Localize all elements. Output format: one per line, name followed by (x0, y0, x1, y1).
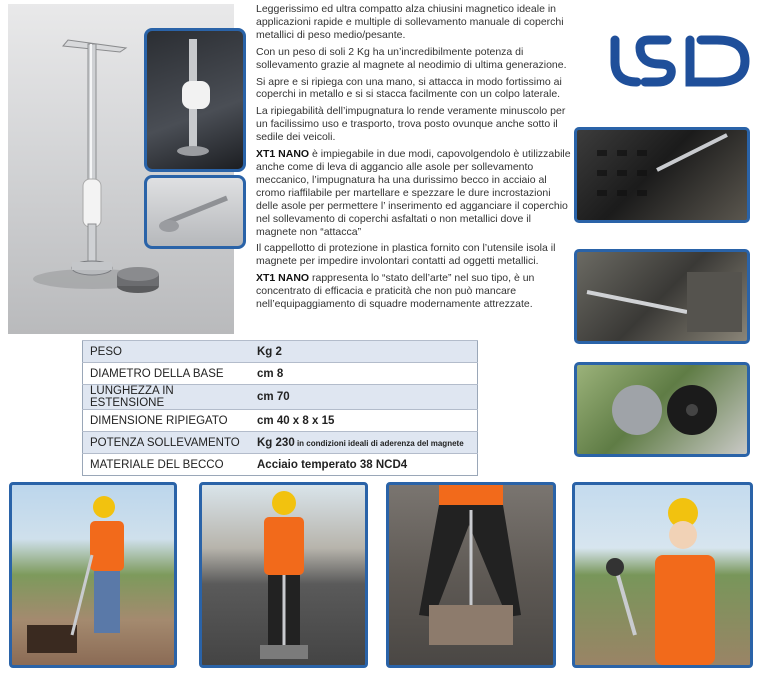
spec-value: cm 8 (250, 363, 478, 385)
magnet-and-cap-photo (574, 362, 750, 457)
worker-lifting-cover-photo (9, 482, 177, 668)
spec-row (83, 454, 478, 476)
spec-key: DIAMETRO DELLA BASE (83, 363, 251, 385)
product-description (256, 3, 574, 315)
product-name: XT1 NANO (256, 148, 310, 161)
tool-on-grate-photo (574, 127, 750, 223)
description-modes: XT1 NANO è impiegabile in due modi, capovolgendolo è utilizzabile anche come di leva di aggancio alle asole per sollevamento meccanico, l’impugnatura ha una durissimo becco in acciaio al cromo riaffilabile per martellare e spezzare le dure incrostazioni delle asole per permettere l’ inserimento ed agganciare il coperchio nel sollevamento di coperchi asfaltati o non metallici dove il magnete non “attacca” (256, 148, 571, 238)
beak-lever-photo (574, 249, 750, 344)
worker-image (575, 485, 750, 665)
spec-key: MATERIALE DEL BECCO (83, 454, 251, 476)
magnet-cap-image (577, 365, 747, 454)
spec-row (83, 363, 478, 385)
description-foldable: La ripiegabilità dell’impugnatura lo rende veramente minuscolo per un facilissimo uso e trasporto, trova posto ovunque anche sotto il sedile dei veicoli. (256, 105, 566, 144)
worker-holding-tool-photo (572, 482, 753, 668)
gloved-hand-tool-image (147, 31, 243, 169)
worker-legs-photo (386, 482, 556, 668)
product-name: XT1 NANO (256, 272, 310, 285)
worker-image (389, 485, 553, 665)
spec-value: cm 70 (250, 385, 478, 410)
spec-key: LUNGHEZZA IN ESTENSIONE (83, 385, 251, 410)
spec-row (83, 410, 478, 432)
spec-key: POTENZA SOLLEVAMENTO (83, 432, 251, 454)
worker-image (202, 485, 365, 665)
folded-tool-in-hand-photo (144, 28, 246, 172)
isd-logo (605, 26, 755, 92)
spec-row (83, 341, 478, 363)
description-weight: Con un peso di soli 2 Kg ha un’incredibilmente potenza di sollevamento grazie al magnete al neodimio di ultima generazione. (256, 45, 567, 71)
spec-value: cm 40 x 8 x 15 (250, 410, 478, 432)
spec-value: Acciaio temperato 38 NCD4 (250, 454, 478, 476)
tool-folded-photo (144, 175, 246, 249)
worker-two-hands-photo (199, 482, 368, 668)
description-cap: Il cappellotto di protezione in plastica fornito con l’utensile isola il magnete per impedire involontari contatti ad oggetti metallici. (256, 242, 556, 268)
isd-logo-mark (605, 26, 755, 92)
grate-image (577, 130, 747, 220)
spec-value: Kg 2 (250, 341, 478, 363)
description-usage: Si apre e si ripiega con una mano, si attacca in modo fortissimo ai coperchi in metallo e si si stacca facilmente con un colpo laterale. (256, 75, 562, 101)
description-summary: XT1 NANO rappresenta lo “stato dell’arte” nel suo tipo, è un concentrato di efficacia e praticità che non può mancare nell’equipaggiamento di squadre modernamente attrezzate. (256, 272, 535, 311)
folded-tool-image (147, 178, 243, 246)
worker-image (12, 485, 174, 665)
spec-key: PESO (83, 341, 251, 363)
spec-row (83, 432, 478, 454)
spec-key: DIMENSIONE RIPIEGATO (83, 410, 251, 432)
spec-row (83, 385, 478, 410)
spec-value: Kg 230 in condizioni ideali di aderenza del magnete (250, 432, 478, 454)
specifications-table (82, 340, 478, 476)
description-intro: Leggerissimo ed ultra compatto alza chiusini magnetico ideale in applicazioni rapide e multiple di sollevamento manuale di coperchi metallici di peso medio/pesante. (256, 3, 564, 41)
beak-lever-image (577, 252, 747, 341)
